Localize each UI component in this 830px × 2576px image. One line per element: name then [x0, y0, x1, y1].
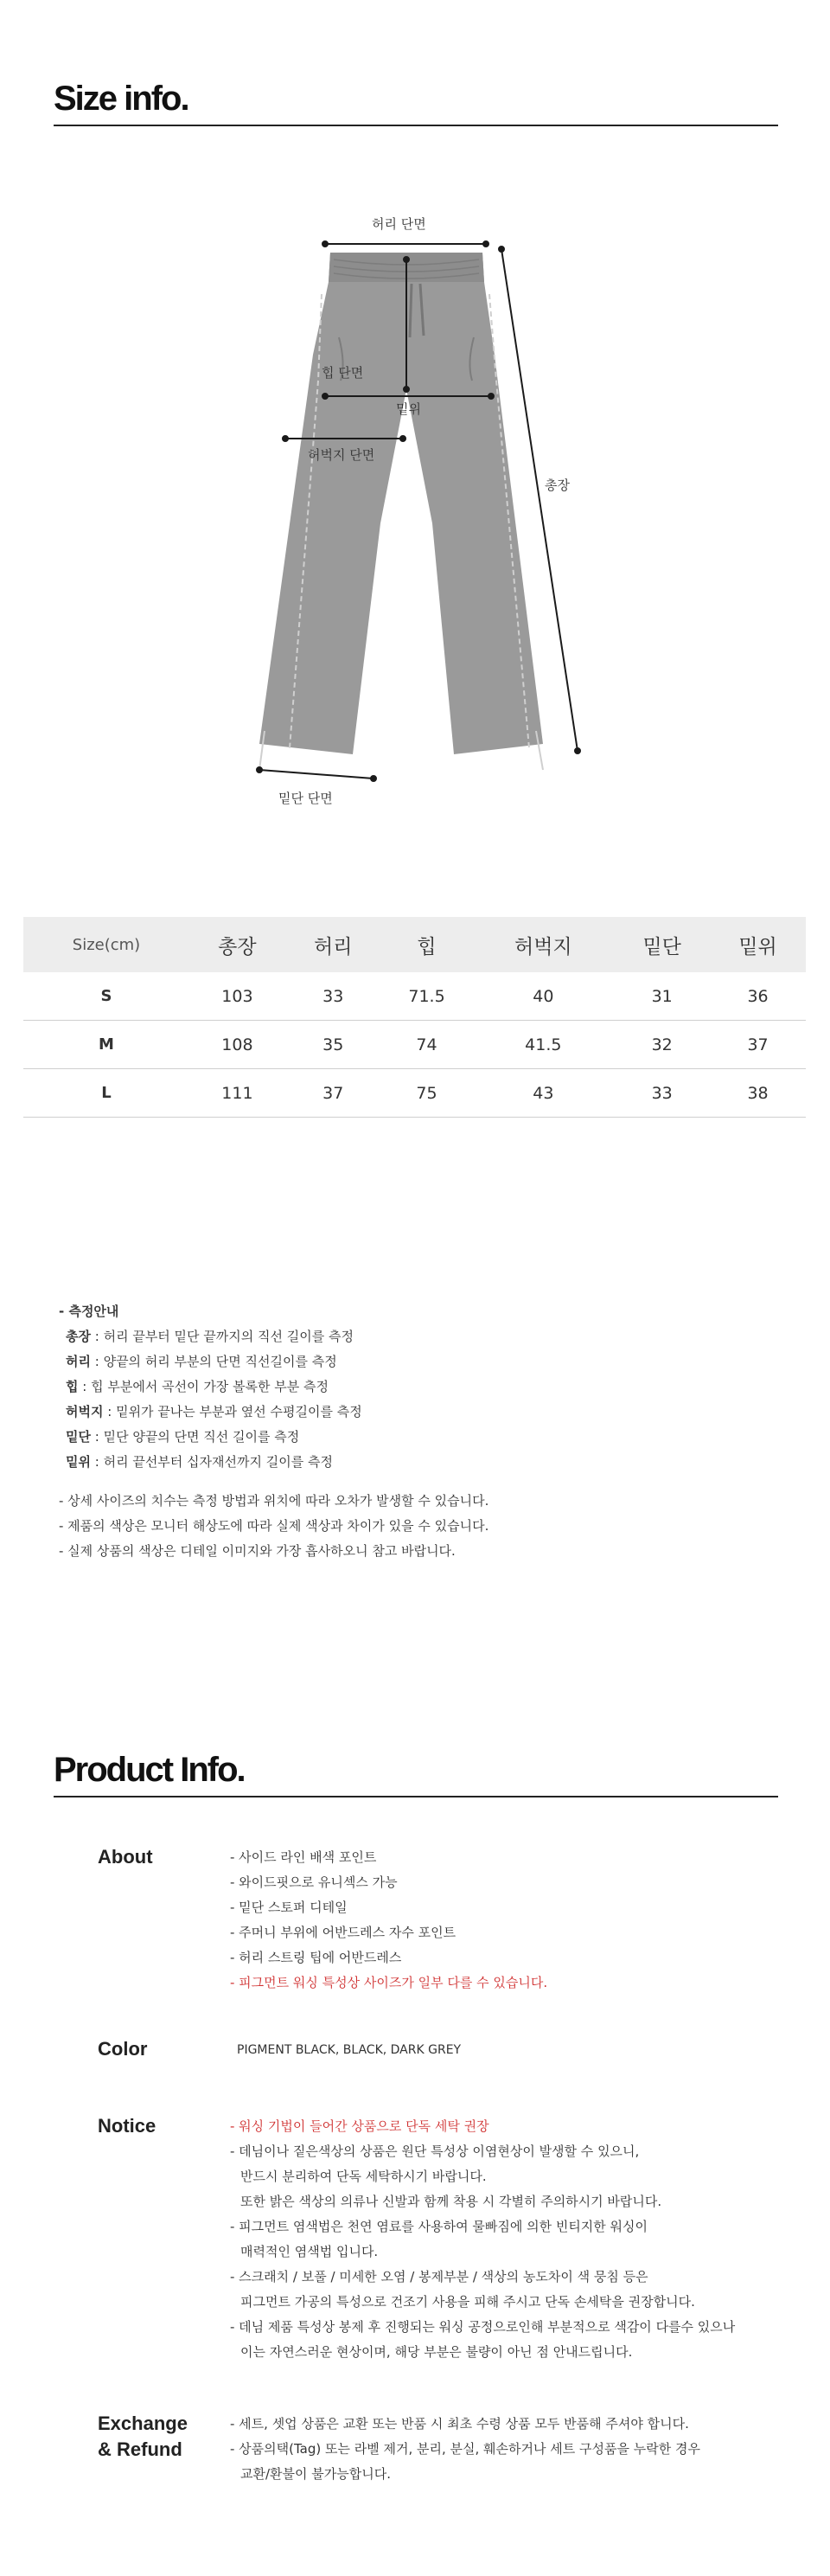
about-body: [230, 1845, 547, 1996]
rise-label: 밑위: [396, 401, 421, 417]
header-waist: 허리: [285, 917, 381, 972]
measure-item: [59, 1375, 488, 1400]
header-size: Size(cm): [23, 917, 189, 972]
value-cell: 37: [710, 1021, 806, 1069]
size-cell: S: [23, 972, 189, 1021]
about-highlight: - 피그먼트 워싱 특성상 사이즈가 일부 다를 수 있습니다.: [230, 1975, 548, 1990]
table-row: [23, 1069, 806, 1118]
measure-item: [59, 1400, 488, 1425]
exchange-line: 교환/환불이 불가능합니다.: [240, 2466, 391, 2482]
size-info-title: Size info.: [54, 80, 188, 118]
measure-term: 밑위: [66, 1454, 91, 1470]
measure-notes: [59, 1489, 488, 1564]
size-cell: L: [23, 1069, 189, 1118]
about-line: - 주머니 부위에 어반드레스 자수 포인트: [230, 1925, 456, 1940]
table-row: [23, 972, 806, 1021]
table-row: [23, 1021, 806, 1069]
about-line: - 허리 스트링 팁에 어반드레스: [230, 1950, 402, 1965]
exchange-body: [230, 2412, 700, 2487]
measure-item: [59, 1425, 488, 1450]
value-cell: 75: [381, 1069, 473, 1118]
measure-term: 밑단: [66, 1429, 91, 1445]
exchange-label-line1: Exchange: [98, 2413, 188, 2434]
pants-illustration: [0, 173, 830, 848]
measure-item: [59, 1450, 488, 1475]
measure-item: [59, 1324, 488, 1349]
value-cell: 36: [710, 972, 806, 1021]
header-thigh: 허벅지: [472, 917, 614, 972]
size-cell: M: [23, 1021, 189, 1069]
exchange-label-line2: & Refund: [98, 2438, 182, 2460]
header-rise: 밑위: [710, 917, 806, 972]
size-table: [23, 917, 806, 1118]
value-cell: 108: [189, 1021, 285, 1069]
notice-line: 또한 밝은 색상의 의류나 신발과 함께 착용 시 각별히 주의하시기 바랍니다.: [240, 2194, 662, 2209]
measurement-guide: [59, 1299, 488, 1564]
measure-desc: : 밑위가 끝나는 부분과 옆선 수평길이를 측정: [103, 1404, 362, 1419]
value-cell: 37: [285, 1069, 381, 1118]
product-info-divider: [54, 1796, 778, 1797]
measure-term: 허벅지: [66, 1404, 104, 1419]
notice-line: 반드시 분리하여 단독 세탁하시기 바랍니다.: [240, 2169, 487, 2184]
notice-line: - 데님이나 짙은색상의 상품은 원단 특성상 이염현상이 발생할 수 있으니,: [230, 2143, 640, 2159]
exchange-line: - 세트, 셋업 상품은 교환 또는 반품 시 최초 수령 상품 모두 반품해 주셔야 합니다.: [230, 2416, 689, 2432]
waist-label: 허리 단면: [372, 216, 426, 232]
value-cell: 41.5: [472, 1021, 614, 1069]
notice-highlight: - 워싱 기법이 들어간 상품으로 단독 세탁 권장: [230, 2118, 489, 2134]
measure-note: - 실제 상품의 색상은 디테일 이미지와 가장 흡사하오니 참고 바랍니다.: [59, 1543, 456, 1559]
hem-measure-line: [259, 770, 374, 779]
notice-label: Notice: [98, 2115, 156, 2137]
value-cell: 40: [472, 972, 614, 1021]
exchange-line: - 상품의택(Tag) 또는 라벨 제거, 분리, 분실, 훼손하거나 세트 구성품을 누락한 경우: [230, 2441, 700, 2457]
measure-desc: : 양끝의 허리 부분의 단면 직선길이를 측정: [90, 1354, 337, 1369]
value-cell: 32: [614, 1021, 710, 1069]
color-label: Color: [98, 2038, 148, 2060]
value-cell: 111: [189, 1069, 285, 1118]
about-label: About: [98, 1846, 153, 1868]
notice-line: - 스크래치 / 보풀 / 미세한 오염 / 봉제부분 / 색상의 농도차이 색 뭉침 등은: [230, 2269, 648, 2284]
length-label: 총장: [545, 477, 570, 493]
size-info-divider: [54, 125, 778, 126]
notice-line: 이는 자연스러운 현상이며, 해당 부분은 불량이 아닌 점 안내드립니다.: [240, 2344, 633, 2360]
product-info-title: Product Info.: [54, 1751, 245, 1789]
value-cell: 71.5: [381, 972, 473, 1021]
measure-note: - 제품의 색상은 모니터 해상도에 따라 실제 색상과 차이가 있을 수 있습니다.: [59, 1518, 489, 1534]
pants-shape: [259, 253, 543, 754]
size-table-header: [23, 917, 806, 972]
measure-term: 허리: [66, 1354, 91, 1369]
measure-desc: : 밑단 양끝의 단면 직선 길이를 측정: [90, 1429, 300, 1445]
measure-desc: : 허리 끝선부터 십자재선까지 길이를 측정: [90, 1454, 333, 1470]
header-hem: 밑단: [614, 917, 710, 972]
value-cell: 33: [614, 1069, 710, 1118]
measure-term: 총장: [66, 1329, 91, 1344]
about-line: - 밑단 스토퍼 디테일: [230, 1900, 348, 1915]
value-cell: 31: [614, 972, 710, 1021]
header-length: 총장: [189, 917, 285, 972]
measure-item: [59, 1349, 488, 1375]
measure-desc: : 허리 끝부터 밑단 끝까지의 직선 길이를 측정: [90, 1329, 354, 1344]
hem-label: 밑단 단면: [278, 791, 333, 806]
measure-desc: : 힙 부분에서 곡선이 가장 볼록한 부분 측정: [78, 1379, 329, 1394]
about-line: - 사이드 라인 배색 포인트: [230, 1849, 377, 1865]
header-hip: 힙: [381, 917, 473, 972]
value-cell: 35: [285, 1021, 381, 1069]
measure-term: 힙: [66, 1379, 79, 1394]
about-line: - 와이드핏으로 유니섹스 가능: [230, 1874, 398, 1890]
pants-measurement-diagram: [0, 173, 830, 848]
hip-label: 힙 단면: [322, 365, 364, 381]
notice-line: 매력적인 염색법 입니다.: [240, 2244, 379, 2259]
color-value: PIGMENT BLACK, BLACK, DARK GREY: [237, 2043, 462, 2057]
measure-guide-title: - 측정안내: [59, 1304, 119, 1319]
value-cell: 33: [285, 972, 381, 1021]
measure-note: - 상세 사이즈의 치수는 측정 방법과 위치에 따라 오차가 발생할 수 있습니다.: [59, 1493, 489, 1509]
value-cell: 43: [472, 1069, 614, 1118]
notice-body: [230, 2114, 735, 2365]
value-cell: 38: [710, 1069, 806, 1118]
thigh-label: 허벅지 단면: [308, 447, 375, 463]
value-cell: 103: [189, 972, 285, 1021]
notice-line: - 데님 제품 특성상 봉제 후 진행되는 워싱 공정으로인해 부분적으로 색감이 다를수 있으나: [230, 2319, 736, 2335]
value-cell: 74: [381, 1021, 473, 1069]
notice-line: - 피그먼트 염색법은 천연 염료를 사용하여 물빠짐에 의한 빈티지한 워싱이: [230, 2219, 648, 2234]
notice-line: 피그먼트 가공의 특성으로 건조기 사용을 피해 주시고 단독 손세탁을 권장합니다.: [240, 2294, 695, 2310]
exchange-refund-label: [98, 2411, 188, 2463]
